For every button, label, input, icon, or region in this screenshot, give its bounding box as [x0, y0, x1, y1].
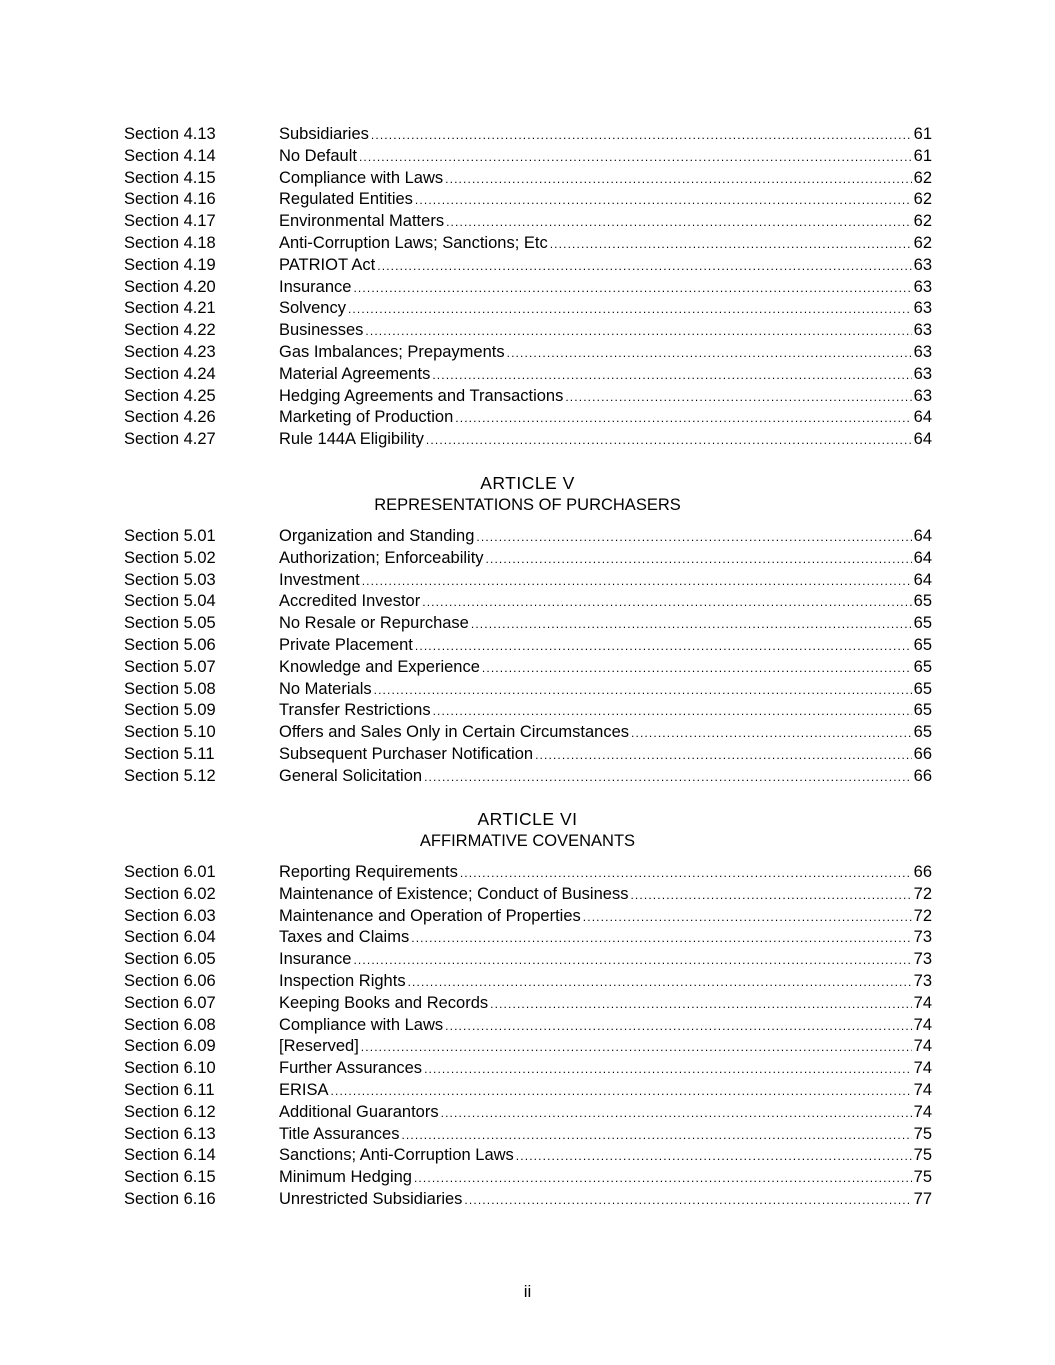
toc-dot-leader: [486, 549, 912, 571]
toc-section-title[interactable]: [Reserved]: [279, 1037, 359, 1056]
toc-dot-leader: [411, 928, 911, 950]
toc-page-number: 65: [913, 679, 932, 698]
toc-section-number: Section 4.19: [124, 255, 216, 274]
toc-entry[interactable]: [124, 1036, 932, 1058]
toc-dot-leader: [401, 1125, 911, 1147]
toc-page-number: 61: [913, 146, 932, 165]
toc-section-number: Section 4.24: [124, 364, 216, 383]
toc-article-v-list: [124, 526, 932, 788]
toc-section-title[interactable]: Unrestricted Subsidiaries: [279, 1189, 463, 1208]
toc-section-number: Section 5.06: [124, 635, 216, 654]
toc-dot-leader: [441, 1103, 912, 1125]
toc-section-title[interactable]: No Default: [279, 146, 357, 165]
toc-dot-leader: [535, 745, 912, 767]
toc-section-number: Section 5.03: [124, 570, 216, 589]
toc-entry[interactable]: [124, 124, 932, 146]
toc-section-number: Section 4.21: [124, 299, 216, 318]
toc-section-title[interactable]: PATRIOT Act: [279, 255, 376, 274]
toc-entry[interactable]: [124, 407, 932, 429]
toc-section-title[interactable]: Insurance: [279, 277, 352, 296]
toc-dot-leader: [516, 1146, 912, 1168]
toc-section-title[interactable]: Additional Guarantors: [279, 1102, 439, 1121]
toc-dot-leader: [631, 723, 912, 745]
toc-section-number: Section 6.11: [124, 1080, 215, 1099]
toc-section-number: Section 4.22: [124, 321, 216, 340]
toc-section-title[interactable]: Maintenance of Existence; Conduct of Business: [279, 884, 629, 903]
toc-section-title[interactable]: Accredited Investor: [279, 592, 421, 611]
toc-section-number: Section 6.05: [124, 950, 216, 969]
toc-entry[interactable]: [124, 1058, 932, 1080]
toc-page-number: 74: [913, 1080, 932, 1099]
toc-dot-leader: [507, 343, 912, 365]
toc-dot-leader: [371, 125, 912, 147]
toc-section-title[interactable]: Keeping Books and Records: [279, 993, 489, 1012]
article-v-heading: [0, 472, 1055, 516]
toc-section-number: Section 4.25: [124, 386, 216, 405]
toc-dot-leader: [377, 256, 911, 278]
toc-section-number: Section 4.26: [124, 408, 216, 427]
toc-section-number: Section 6.13: [124, 1124, 216, 1143]
article-vi-title: ARTICLE VI: [477, 809, 578, 829]
toc-section-title[interactable]: Taxes and Claims: [279, 928, 410, 947]
toc-entry[interactable]: [124, 700, 932, 722]
toc-dot-leader: [426, 430, 912, 452]
toc-page-number: 65: [913, 592, 932, 611]
toc-page-number: 62: [913, 212, 932, 231]
toc-section-number: Section 5.07: [124, 657, 216, 676]
toc-section-title[interactable]: Hedging Agreements and Transactions: [279, 386, 564, 405]
toc-page-number: 62: [913, 190, 932, 209]
toc-entry[interactable]: [124, 570, 932, 592]
toc-section-number: Section 6.07: [124, 993, 216, 1012]
toc-section-number: Section 6.10: [124, 1059, 216, 1078]
toc-dot-leader: [422, 592, 911, 614]
toc-entry[interactable]: [124, 744, 932, 766]
toc-page-number: 63: [913, 321, 932, 340]
toc-entry[interactable]: [124, 298, 932, 320]
toc-section-title[interactable]: Marketing of Production: [279, 408, 454, 427]
toc-dot-leader: [550, 234, 912, 256]
toc-entry[interactable]: [124, 233, 932, 255]
toc-dot-leader: [490, 994, 912, 1016]
toc-dot-leader: [565, 387, 911, 409]
toc-page-number: 75: [913, 1146, 932, 1165]
toc-entry[interactable]: [124, 429, 932, 451]
toc-dot-leader: [415, 636, 912, 658]
toc-entry[interactable]: [124, 1124, 932, 1146]
toc-dot-leader: [414, 1168, 912, 1190]
toc-section-title[interactable]: Reporting Requirements: [279, 863, 458, 881]
toc-page-number: 73: [913, 950, 932, 969]
toc-section-title[interactable]: General Solicitation: [279, 766, 423, 785]
toc-page-number: 65: [913, 614, 932, 633]
toc-section-number: Section 5.04: [124, 592, 216, 611]
toc-section-title[interactable]: Rule 144A Eligibility: [279, 430, 424, 449]
toc-page-number: 64: [913, 570, 932, 589]
toc-page-number: 64: [913, 527, 932, 545]
toc-section-number: Section 6.04: [124, 928, 216, 947]
toc-entry[interactable]: [124, 635, 932, 657]
toc-section-title[interactable]: Subsidiaries: [279, 125, 369, 143]
toc-page-number: 63: [913, 299, 932, 318]
toc-section-title[interactable]: ERISA: [279, 1080, 329, 1099]
toc-page-number: 63: [913, 342, 932, 361]
toc-page-number: 74: [913, 993, 932, 1012]
toc-section-title[interactable]: Solvency: [279, 299, 346, 318]
toc-entry[interactable]: [124, 1189, 932, 1211]
toc-entry[interactable]: [124, 255, 932, 277]
toc-page-number: 64: [913, 408, 932, 427]
toc-section-number: Section 5.11: [124, 744, 215, 763]
toc-section-number: Section 6.03: [124, 906, 216, 925]
toc-page-number: 65: [913, 701, 932, 720]
toc-page-number: 61: [913, 125, 932, 143]
toc-section-title[interactable]: Businesses: [279, 321, 364, 340]
toc-article-vi-list: [124, 862, 932, 1211]
toc-section-title[interactable]: Material Agreements: [279, 364, 431, 383]
toc-section-title[interactable]: Maintenance and Operation of Properties: [279, 906, 581, 925]
toc-entry[interactable]: [124, 1145, 932, 1167]
toc-section-number: Section 4.18: [124, 233, 216, 252]
toc-entry[interactable]: [124, 189, 932, 211]
toc-dot-leader: [432, 365, 911, 387]
toc-section-title[interactable]: Authorization; Enforceability: [279, 548, 484, 567]
toc-section-number: Section 4.16: [124, 190, 216, 209]
toc-dot-leader: [408, 972, 912, 994]
toc-section-title[interactable]: Anti-Corruption Laws; Sanctions; Etc: [279, 233, 548, 252]
toc-entry[interactable]: [124, 927, 932, 949]
toc-entry[interactable]: [124, 277, 932, 299]
toc-section-title[interactable]: Title Assurances: [279, 1124, 400, 1143]
toc-entry[interactable]: [124, 1015, 932, 1037]
toc-section-number: Section 4.13: [124, 125, 216, 143]
toc-entry[interactable]: [124, 211, 932, 233]
toc-dot-leader: [630, 885, 911, 907]
toc-page-number: 73: [913, 971, 932, 990]
toc-entry[interactable]: [124, 1102, 932, 1124]
toc-page-number: 75: [913, 1168, 932, 1187]
toc-dot-leader: [433, 701, 912, 723]
toc-entry[interactable]: [124, 386, 932, 408]
toc-section-number: Section 5.12: [124, 766, 216, 785]
toc-dot-leader: [348, 299, 912, 321]
toc-dot-leader: [362, 571, 912, 593]
toc-section-title[interactable]: Investment: [279, 570, 360, 589]
toc-page-number: 74: [913, 1037, 932, 1056]
toc-section-number: Section 6.06: [124, 971, 216, 990]
toc-section-title[interactable]: Further Assurances: [279, 1059, 423, 1078]
toc-page-number: 63: [913, 277, 932, 296]
toc-section-number: Section 6.14: [124, 1146, 216, 1165]
toc-page-number: 74: [913, 1059, 932, 1078]
toc-entry[interactable]: [124, 591, 932, 613]
toc-entry[interactable]: [124, 679, 932, 701]
toc-section-title[interactable]: Transfer Restrictions: [279, 701, 431, 720]
toc-page-number: 62: [913, 168, 932, 187]
toc-entry[interactable]: [124, 949, 932, 971]
toc-dot-leader: [365, 321, 911, 343]
toc-dot-leader: [359, 147, 912, 169]
toc-page-number: 73: [913, 928, 932, 947]
toc-entry[interactable]: [124, 657, 932, 679]
toc-dot-leader: [374, 680, 912, 702]
toc-article-iv-list: [124, 124, 932, 451]
toc-dot-leader: [353, 278, 911, 300]
toc-dot-leader: [424, 1059, 912, 1081]
toc-section-title[interactable]: Subsequent Purchaser Notification: [279, 744, 534, 763]
article-vi-heading: [0, 808, 1055, 852]
toc-dot-leader: [361, 1037, 912, 1059]
toc-dot-leader: [482, 658, 912, 680]
toc-entry[interactable]: [124, 722, 932, 744]
toc-page-number: 66: [913, 863, 932, 881]
toc-page-number: 64: [913, 548, 932, 567]
toc-entry[interactable]: [124, 971, 932, 993]
toc-dot-leader: [424, 767, 912, 789]
toc-section-number: Section 4.14: [124, 146, 216, 165]
toc-page-number: 74: [913, 1102, 932, 1121]
toc-section-number: Section 5.08: [124, 679, 216, 698]
toc-section-title[interactable]: Sanctions; Anti-Corruption Laws: [279, 1146, 514, 1165]
toc-entry[interactable]: [124, 526, 932, 548]
article-vi-subtitle: AFFIRMATIVE COVENANTS: [419, 832, 636, 850]
toc-section-number: Section 6.12: [124, 1102, 216, 1121]
toc-page-number: 63: [913, 386, 932, 405]
toc-section-title[interactable]: Organization and Standing: [279, 527, 475, 545]
toc-section-title[interactable]: No Resale or Repurchase: [279, 614, 469, 633]
toc-entry[interactable]: [124, 320, 932, 342]
toc-section-number: Section 6.08: [124, 1015, 216, 1034]
toc-dot-leader: [331, 1081, 912, 1103]
toc-section-number: Section 4.20: [124, 277, 216, 296]
toc-section-title[interactable]: Private Placement: [279, 635, 413, 654]
toc-page-number: 62: [913, 233, 932, 252]
toc-section-number: Section 4.23: [124, 342, 216, 361]
toc-section-title[interactable]: Compliance with Laws: [279, 168, 444, 187]
article-v-title: ARTICLE V: [480, 473, 575, 493]
toc-entry[interactable]: [124, 1167, 932, 1189]
toc-section-number: Section 6.16: [124, 1189, 216, 1208]
toc-section-title[interactable]: Offers and Sales Only in Certain Circumstances: [279, 723, 630, 742]
toc-entry[interactable]: [124, 993, 932, 1015]
toc-dot-leader: [460, 863, 912, 885]
toc-section-number: Section 5.02: [124, 548, 216, 567]
toc-section-number: Section 5.01: [124, 527, 216, 545]
toc-section-title[interactable]: Insurance: [279, 950, 352, 969]
toc-section-number: Section 4.15: [124, 168, 216, 187]
toc-section-number: Section 5.09: [124, 701, 216, 720]
toc-dot-leader: [353, 950, 911, 972]
toc-section-title[interactable]: Compliance with Laws: [279, 1015, 444, 1034]
toc-dot-leader: [583, 907, 912, 929]
toc-dot-leader: [415, 190, 912, 212]
toc-section-title[interactable]: Gas Imbalances; Prepayments: [279, 342, 505, 361]
toc-entry[interactable]: [124, 862, 932, 884]
toc-section-title[interactable]: Minimum Hedging: [279, 1168, 412, 1187]
toc-page-number: 65: [913, 657, 932, 676]
toc-section-title[interactable]: No Materials: [279, 679, 372, 698]
toc-section-number: Section 5.10: [124, 723, 216, 742]
toc-page-number: 75: [913, 1124, 932, 1143]
toc-section-title[interactable]: Knowledge and Experience: [279, 657, 480, 676]
toc-section-number: Section 4.17: [124, 212, 216, 231]
toc-section-number: Section 6.02: [124, 884, 216, 903]
toc-entry[interactable]: [124, 168, 932, 190]
toc-dot-leader: [445, 1016, 911, 1038]
toc-page-number: 64: [913, 430, 932, 449]
toc-page-number: 72: [913, 884, 932, 903]
toc-page-number: 77: [913, 1189, 932, 1208]
toc-section-title[interactable]: Inspection Rights: [279, 971, 406, 990]
toc-section-title[interactable]: Environmental Matters: [279, 212, 445, 231]
toc-section-number: Section 6.09: [124, 1037, 216, 1056]
toc-entry[interactable]: [124, 884, 932, 906]
toc-page-number: 72: [913, 906, 932, 925]
toc-page-number: 63: [913, 364, 932, 383]
toc-section-number: Section 6.01: [124, 863, 216, 881]
toc-entry[interactable]: [124, 342, 932, 364]
toc-dot-leader: [445, 169, 911, 191]
toc-page-number: 66: [913, 744, 932, 763]
toc-section-number: Section 5.05: [124, 614, 216, 633]
page-number: ii: [523, 1282, 532, 1301]
toc-page-number: 63: [913, 255, 932, 274]
toc-entry[interactable]: [124, 548, 932, 570]
toc-entry[interactable]: [124, 906, 932, 928]
toc-dot-leader: [464, 1190, 911, 1212]
toc-page-number: 66: [913, 766, 932, 785]
toc-entry[interactable]: [124, 766, 932, 788]
toc-entry[interactable]: [124, 613, 932, 635]
toc-entry[interactable]: [124, 146, 932, 168]
article-v-subtitle: REPRESENTATIONS OF PURCHASERS: [374, 496, 681, 514]
toc-page-number: 74: [913, 1015, 932, 1034]
toc-dot-leader: [446, 212, 912, 234]
toc-dot-leader: [455, 408, 911, 430]
toc-entry[interactable]: [124, 364, 932, 386]
toc-section-number: Section 6.15: [124, 1168, 216, 1187]
toc-section-title[interactable]: Regulated Entities: [279, 190, 413, 209]
toc-dot-leader: [476, 527, 911, 549]
toc-page-number: 65: [913, 723, 932, 742]
toc-entry[interactable]: [124, 1080, 932, 1102]
toc-page-number: 65: [913, 635, 932, 654]
toc-section-number: Section 4.27: [124, 430, 216, 449]
toc-dot-leader: [471, 614, 912, 636]
